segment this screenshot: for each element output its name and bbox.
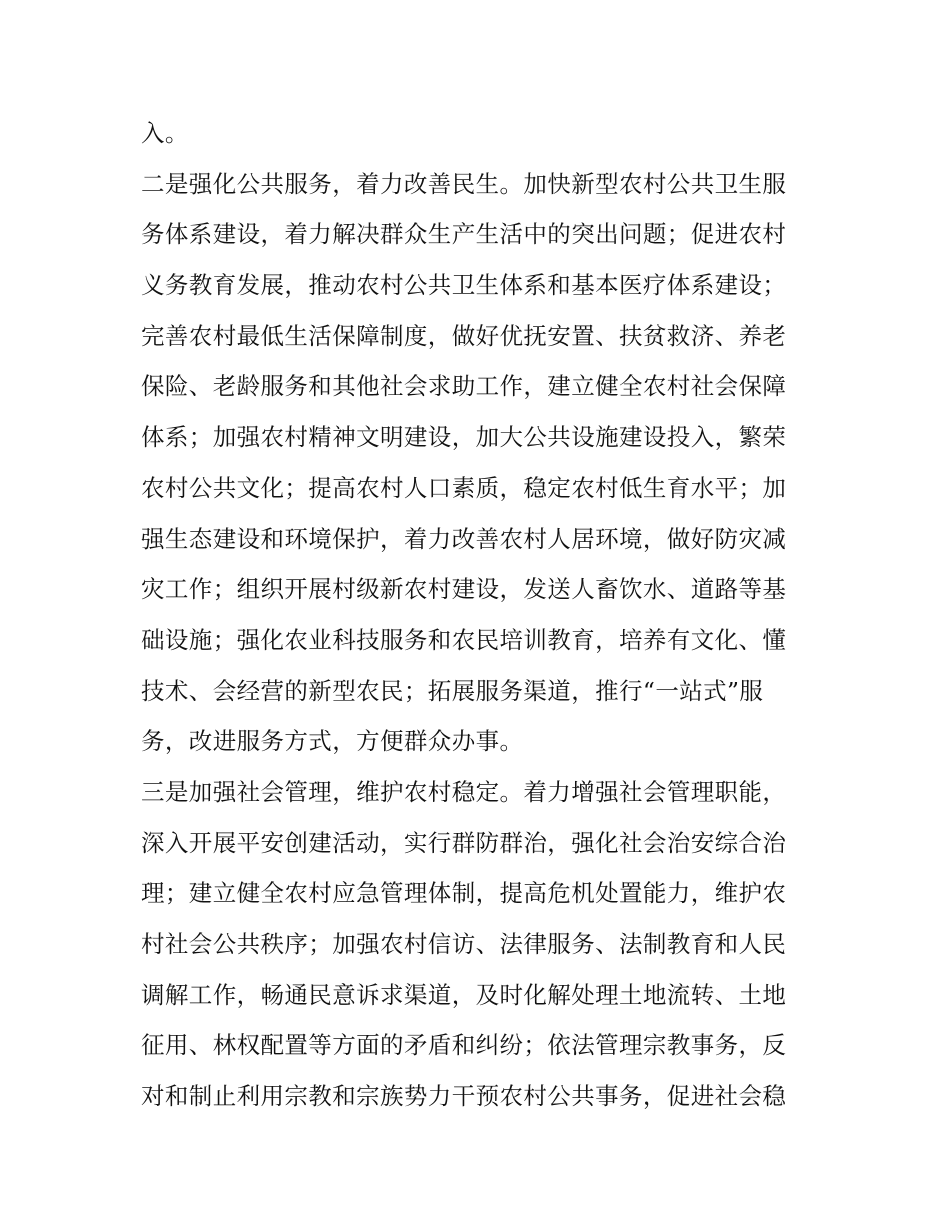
text-line: 对和制止利用宗教和宗族势力干预农村公共事务，促进社会稳 bbox=[141, 1082, 787, 1111]
text-line: 二是强化公共服务，着力改善民生。加快新型农村公共卫生服 bbox=[141, 169, 787, 198]
text-line: 义务教育发展，推动农村公共卫生体系和基本医疗体系建设； bbox=[141, 271, 787, 300]
text-line: 务体系建设，着力解决群众生产生活中的突出问题；促进农村 bbox=[141, 220, 787, 249]
text-line: 强生态建设和环境保护，着力改善农村人居环境，做好防灾减 bbox=[141, 524, 787, 553]
text-line: 务，改进服务方式，方便群众办事。 bbox=[141, 727, 524, 756]
text-line: 征用、林权配置等方面的矛盾和纠纷；依法管理宗教事务，反 bbox=[141, 1031, 787, 1060]
text-line: 入。 bbox=[141, 119, 189, 147]
text-line: 深入开展平安创建活动，实行群防群治，强化社会治安综合治 bbox=[141, 828, 787, 857]
text-line: 保险、老龄服务和其他社会求助工作，建立健全农村社会保障 bbox=[141, 372, 787, 401]
text-line: 三是加强社会管理，维护农村稳定。着力增强社会管理职能， bbox=[141, 777, 787, 806]
text-line: 完善农村最低生活保障制度，做好优抚安置、扶贫救济、养老 bbox=[141, 321, 787, 350]
text-line: 体系；加强农村精神文明建设，加大公共设施建设投入，繁荣 bbox=[141, 423, 787, 452]
text-line: 村社会公共秩序；加强农村信访、法律服务、法制教育和人民 bbox=[141, 930, 787, 958]
text-line: 农村公共文化；提高农村人口素质，稳定农村低生育水平；加 bbox=[141, 473, 787, 502]
text-line: 础设施；强化农业科技服务和农民培训教育，培养有文化、懂 bbox=[141, 625, 787, 654]
text-line: 调解工作，畅通民意诉求渠道，及时化解处理土地流转、土地 bbox=[141, 980, 787, 1009]
document-body bbox=[141, 108, 813, 1122]
text-line: 技术、会经营的新型农民；拓展服务渠道，推行“一站式”服 bbox=[141, 676, 764, 705]
text-line: 理；建立健全农村应急管理体制，提高危机处置能力，维护农 bbox=[141, 879, 787, 908]
text-line: 灾工作；组织开展村级新农村建设，发送人畜饮水、道路等基 bbox=[141, 575, 787, 604]
